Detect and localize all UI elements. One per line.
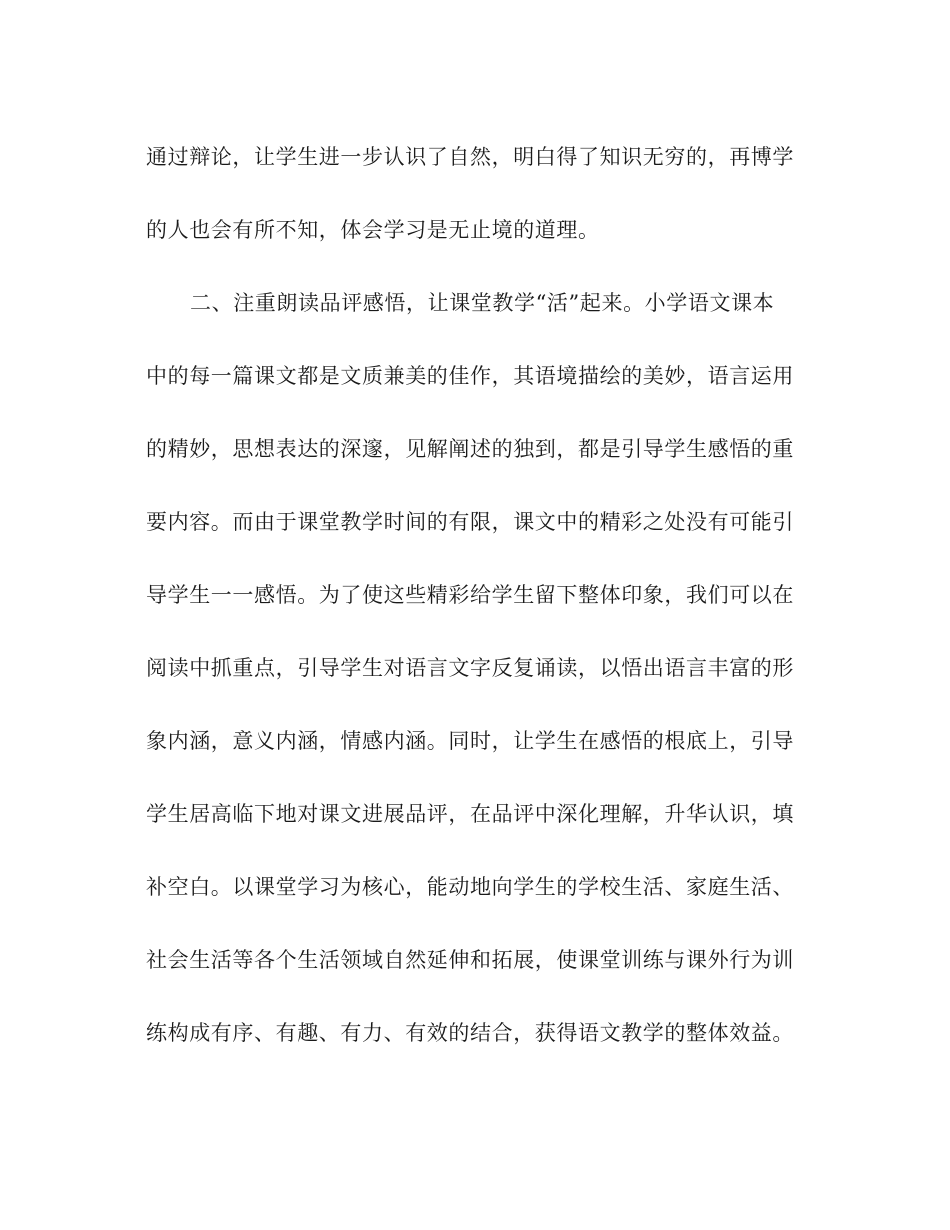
text-line: 社会生活等各个生活领域自然延伸和拓展，使课堂训练与课外行为训: [146, 948, 794, 972]
text-line: 要内容。而由于课堂教学时间的有限，课文中的精彩之处没有可能引: [146, 510, 794, 534]
text-line: 象内涵，意义内涵，情感内涵。同时，让学生在感悟的根底上，引导: [146, 729, 794, 753]
text-line: 补空白。以课堂学习为核心，能动地向学生的学校生活、家庭生活、: [146, 875, 794, 899]
text-line: 导学生一一感悟。为了使这些精彩给学生留下整体印象，我们可以在: [146, 583, 794, 607]
text-line: 通过辩论，让学生进一步认识了自然，明白得了知识无穷的，再博学: [146, 145, 794, 169]
text-line: 学生居高临下地对课文进展品评，在品评中深化理解，升华认识，填: [146, 802, 794, 826]
text-line: 练构成有序、有趣、有力、有效的结合，获得语文教学的整体效益。: [146, 1021, 794, 1045]
body-text: [146, 135, 806, 1084]
text-line: 的精妙，思想表达的深邃，见解阐述的独到，都是引导学生感悟的重: [146, 437, 794, 461]
text-line: 的人也会有所不知，体会学习是无止境的道理。: [146, 218, 600, 242]
text-line: 阅读中抓重点，引导学生对语言文字反复诵读，以悟出语言丰富的形: [146, 656, 794, 680]
paragraph-start-line: 二、注重朗读品评感悟，让课堂教学“活”起来。小学语文课本: [190, 291, 775, 315]
text-line: 中的每一篇课文都是文质兼美的佳作，其语境描绘的美妙，语言运用: [146, 364, 794, 388]
